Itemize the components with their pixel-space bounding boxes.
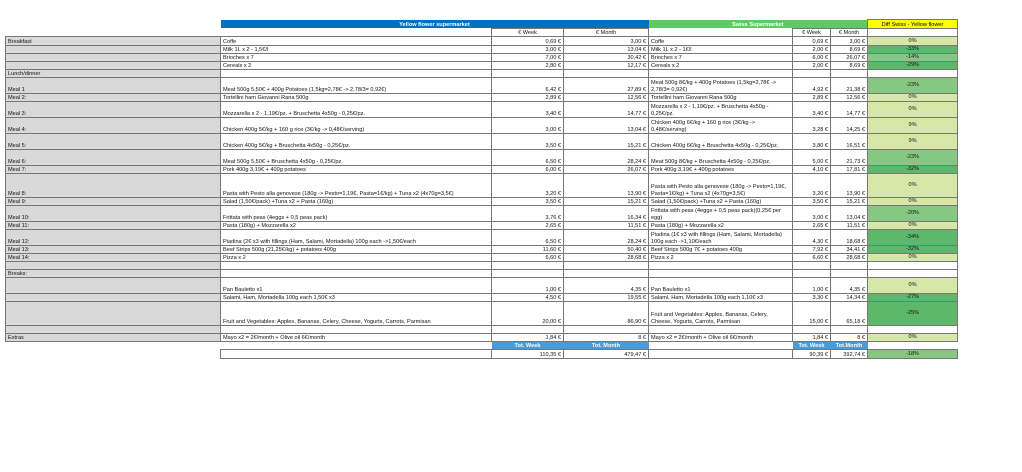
row-label-cell xyxy=(6,302,221,326)
spreadsheet-table xyxy=(5,19,958,359)
yellow-month-cell: 13,04 € xyxy=(564,46,649,54)
yellow-month-cell: 15,21 € xyxy=(564,198,649,206)
swiss-item-cell: Milk 1L x 2 - 1€/l xyxy=(649,46,793,54)
totals-spacer xyxy=(868,342,958,350)
swiss-total-month: 392,74 € xyxy=(831,350,868,359)
swiss-item-cell: Fruit and Vegetables: Apples, Bananas, Celery, Cheese, Yogurts, Carrots, Parmisan xyxy=(649,302,793,326)
row-label-cell xyxy=(6,294,221,302)
swiss-item-cell xyxy=(649,70,793,78)
yellow-month-cell: 26,07 € xyxy=(564,166,649,174)
yellow-month-cell: 12,56 € xyxy=(564,94,649,102)
swiss-month-cell: 18,68 € xyxy=(831,230,868,246)
table-row xyxy=(6,302,958,326)
swiss-month-cell: 13,04 € xyxy=(831,206,868,222)
row-label-cell: Meal 11: xyxy=(6,222,221,230)
yellow-month-cell: 13,04 € xyxy=(564,118,649,134)
yellow-week-cell: 6,60 € xyxy=(492,254,564,262)
yellow-month-cell: 8 € xyxy=(564,334,649,342)
yellow-week-cell: 20,00 € xyxy=(492,302,564,326)
swiss-item-cell: Mozzarella x 2 - 1,19€/pz. + Bruschetta 4x50g - 0,25€/pz. xyxy=(649,102,793,118)
yellow-week-cell: 2,80 € xyxy=(492,62,564,70)
yellow-item-cell: Meat 500g 5,50€ + Bruschetta 4x50g - 0,25€/pz. xyxy=(221,150,492,166)
diff-cell: 0% xyxy=(868,102,958,118)
swiss-item-cell: Frittata with peas (4eggs + 0,5 peas pack)(0,25€ per egg) xyxy=(649,206,793,222)
diff-cell: -20% xyxy=(868,206,958,222)
yellow-week-cell: 1,84 € xyxy=(492,334,564,342)
yellow-item-cell: Brioches x 7 xyxy=(221,54,492,62)
table-row xyxy=(6,278,958,294)
row-label-cell xyxy=(6,326,221,334)
yellow-week-cell: 4,50 € xyxy=(492,294,564,302)
swiss-item-cell: Salami, Ham, Mortadella 100g each 1,10€ x3 xyxy=(649,294,793,302)
yellow-week-cell: 3,40 € xyxy=(492,102,564,118)
swiss-item-cell: Pasta with Pesto alla genovese (180g -> Pesto=1,19€, Pasta=1€/kg) + Tuna x2 (4x70g=3,5€) xyxy=(649,174,793,198)
yellow-item-cell xyxy=(221,326,492,334)
swiss-month-cell: 14,25 € xyxy=(831,118,868,134)
swiss-month-cell: 28,68 € xyxy=(831,254,868,262)
swiss-week-cell xyxy=(793,270,831,278)
diff-cell: 0% xyxy=(868,334,958,342)
diff-cell: -23% xyxy=(868,150,958,166)
yellow-month-cell xyxy=(564,70,649,78)
yellow-week-column-header: € Week xyxy=(492,29,564,37)
yellow-item-cell: Mayo x2 = 2€/month + Olive oil 6€/month xyxy=(221,334,492,342)
swiss-total-week: 90,39 € xyxy=(793,350,831,359)
yellow-item-cell: Milk 1L x 2 - 1,5€/l xyxy=(221,46,492,54)
swiss-month-cell xyxy=(831,262,868,270)
swiss-month-cell: 4,35 € xyxy=(831,278,868,294)
yellow-item-cell: Salad (1,50€/pack) +Tuna x2 + Pasta (160g) xyxy=(221,198,492,206)
swiss-month-cell xyxy=(831,270,868,278)
yellow-item-cell: Pasta with Pesto alla genovese (180g -> Pesto=1,19€, Pasta=1€/kg) + Tuna x2 (4x70g=3,5€) xyxy=(221,174,492,198)
yellow-week-cell: 2,65 € xyxy=(492,222,564,230)
swiss-week-cell: 4,92 € xyxy=(793,78,831,94)
yellow-item-cell: Beef Strips 500g (21,25€/kg) + potatoes 400g xyxy=(221,246,492,254)
yellow-item-cell: Meat 500g 5,50€ + 400g Potatoes (1,5kg=2,78€ -> 2,78/3= 0,92€) xyxy=(221,78,492,94)
yellow-month-column-header: € Month xyxy=(564,29,649,37)
yellow-item-cell: Chicken 400g 5€/kg + Bruschetta 4x50g - 0,25€/pz. xyxy=(221,134,492,150)
swiss-week-cell: 3,30 € xyxy=(793,294,831,302)
table-row xyxy=(6,254,958,262)
swiss-item-cell: Meat 500g 8€/kg + 400g Potatoes (1,5kg=2,78€ -> 2,78/3= 0,92€) xyxy=(649,78,793,94)
yellow-week-cell: 6,50 € xyxy=(492,150,564,166)
yellow-month-cell: 28,68 € xyxy=(564,254,649,262)
row-label-cell: Extras xyxy=(6,334,221,342)
swiss-item-cell: Mayo x2 = 2€/month + Olive oil 6€/month xyxy=(649,334,793,342)
yellow-week-cell xyxy=(492,326,564,334)
swiss-item-cell: Meat 500g 8€/kg + Bruschetta 4x50g - 0,25€/pz. xyxy=(649,150,793,166)
swiss-month-cell: 8,69 € xyxy=(831,46,868,54)
yellow-item-cell: Tortellini ham Giovanni Rana 500g xyxy=(221,94,492,102)
totals-spacer xyxy=(221,342,492,350)
swiss-week-cell: 5,00 € xyxy=(793,150,831,166)
swiss-month-cell: 14,77 € xyxy=(831,102,868,118)
yellow-week-cell: 0,69 € xyxy=(492,37,564,46)
yellow-month-cell: 86,90 € xyxy=(564,302,649,326)
swiss-week-cell: 3,00 € xyxy=(793,206,831,222)
swiss-item-cell xyxy=(649,262,793,270)
table-row xyxy=(6,102,958,118)
swiss-week-cell: 2,65 € xyxy=(793,222,831,230)
swiss-week-cell xyxy=(793,326,831,334)
table-row xyxy=(6,326,958,334)
table-row xyxy=(6,37,958,46)
swiss-item-cell: Brioches x 7 xyxy=(649,54,793,62)
yellow-week-cell: 7,00 € xyxy=(492,54,564,62)
yellow-total-week: 110,35 € xyxy=(492,350,564,359)
swiss-item-cell: Salad (1,50€/pack) +Tuna x2 + Pasta (160g) xyxy=(649,198,793,206)
row-label-cell: Lunch/dinner xyxy=(6,70,221,78)
swiss-week-cell: 6,60 € xyxy=(793,254,831,262)
diff-cell: -25% xyxy=(868,302,958,326)
swiss-item-cell: Pan Bauletto x1 xyxy=(649,278,793,294)
diff-cell xyxy=(868,262,958,270)
diff-cell: -33% xyxy=(868,46,958,54)
yellow-item-cell xyxy=(221,70,492,78)
swiss-month-cell: 34,41 € xyxy=(831,246,868,254)
diff-cell: 0% xyxy=(868,278,958,294)
swiss-week-column-header: € Week xyxy=(793,29,831,37)
diff-cell xyxy=(868,70,958,78)
yellow-month-cell: 12,17 € xyxy=(564,62,649,70)
totals-spacer xyxy=(6,342,221,350)
swiss-item-cell: Tortellini ham Giovanni Rana 500g xyxy=(649,94,793,102)
yellow-item-cell: Cereals x 2 xyxy=(221,62,492,70)
yellow-item-cell: Pasta (180g) + Mozzarella x2 xyxy=(221,222,492,230)
table-row xyxy=(6,246,958,254)
swiss-month-cell: 15,21 € xyxy=(831,198,868,206)
yellow-week-cell: 3,00 € xyxy=(492,46,564,54)
swiss-week-cell: 1,00 € xyxy=(793,278,831,294)
subheader-spacer xyxy=(221,29,492,37)
header-spacer xyxy=(6,20,221,29)
swiss-item-cell xyxy=(649,270,793,278)
diff-cell: -32% xyxy=(868,246,958,254)
totals-item-cell xyxy=(221,350,492,359)
table-row xyxy=(6,334,958,342)
swiss-item-cell: Coffe xyxy=(649,37,793,46)
yellow-supermarket-header: Yellow flower supermarket xyxy=(221,20,649,29)
yellow-item-cell xyxy=(221,270,492,278)
row-label-cell: Meal 14: xyxy=(6,254,221,262)
swiss-item-cell: Cereals x 2 xyxy=(649,62,793,70)
swiss-item-cell: Beef Strips 500g 7€ + potatoes 400g xyxy=(649,246,793,254)
swiss-week-cell: 6,00 € xyxy=(793,54,831,62)
diff-cell xyxy=(868,326,958,334)
yellow-week-cell xyxy=(492,270,564,278)
swiss-month-column-header: € Month xyxy=(831,29,868,37)
diff-cell: 0% xyxy=(868,198,958,206)
yellow-week-cell: 6,50 € xyxy=(492,230,564,246)
table-row xyxy=(6,150,958,166)
table-row xyxy=(6,46,958,54)
row-label-cell: Meal 4: xyxy=(6,118,221,134)
yellow-total-week-label: Tot. Week xyxy=(492,342,564,350)
diff-cell xyxy=(868,270,958,278)
row-label-cell: Meal 6: xyxy=(6,150,221,166)
row-label-cell: Breaks: xyxy=(6,270,221,278)
swiss-month-cell: 12,56 € xyxy=(831,94,868,102)
yellow-week-cell: 11,60 € xyxy=(492,246,564,254)
row-label-cell: Meal 5: xyxy=(6,134,221,150)
row-label-cell xyxy=(6,54,221,62)
swiss-month-cell: 13,90 € xyxy=(831,174,868,198)
yellow-month-cell: 14,77 € xyxy=(564,102,649,118)
swiss-week-cell: 7,92 € xyxy=(793,246,831,254)
total-diff: -18% xyxy=(868,350,958,359)
row-label-cell: Meal 2: xyxy=(6,94,221,102)
table-row xyxy=(6,230,958,246)
swiss-month-cell: 3,00 € xyxy=(831,37,868,46)
diff-column-header xyxy=(868,29,958,37)
table-row xyxy=(6,270,958,278)
swiss-month-cell xyxy=(831,326,868,334)
yellow-week-cell: 6,42 € xyxy=(492,78,564,94)
swiss-month-cell: 17,81 € xyxy=(831,166,868,174)
row-label-cell xyxy=(6,62,221,70)
swiss-week-cell: 2,89 € xyxy=(793,94,831,102)
swiss-month-cell: 21,73 € xyxy=(831,150,868,166)
diff-cell: -14% xyxy=(868,54,958,62)
table-row xyxy=(6,134,958,150)
row-label-cell: Breakfast xyxy=(6,37,221,46)
yellow-month-cell: 15,21 € xyxy=(564,134,649,150)
swiss-week-cell: 3,50 € xyxy=(793,198,831,206)
row-label-cell: Meal 13: xyxy=(6,246,221,254)
swiss-total-month-label: Tot.Month xyxy=(831,342,868,350)
yellow-month-cell: 30,42 € xyxy=(564,54,649,62)
yellow-item-cell: Pan Bauletto x1 xyxy=(221,278,492,294)
yellow-week-cell: 3,20 € xyxy=(492,174,564,198)
row-label-cell: Meal 12: xyxy=(6,230,221,246)
yellow-month-cell: 4,35 € xyxy=(564,278,649,294)
table-row xyxy=(6,54,958,62)
swiss-week-cell: 4,30 € xyxy=(793,230,831,246)
yellow-item-cell: Mozzarella x 2 - 1,19€/pz. + Bruschetta 4x50g - 0,25€/pz. xyxy=(221,102,492,118)
yellow-week-cell xyxy=(492,262,564,270)
yellow-week-cell: 3,00 € xyxy=(492,118,564,134)
swiss-month-cell: 16,51 € xyxy=(831,134,868,150)
yellow-month-cell: 11,51 € xyxy=(564,222,649,230)
swiss-week-cell: 3,40 € xyxy=(793,102,831,118)
table-row xyxy=(6,198,958,206)
yellow-item-cell: Piadina (2€ x3 with fillings (Ham, Salami, Mortadella) 100g each ->1,50€/each xyxy=(221,230,492,246)
diff-cell: 0% xyxy=(868,174,958,198)
swiss-week-cell xyxy=(793,70,831,78)
yellow-week-cell: 2,89 € xyxy=(492,94,564,102)
swiss-total-week-label: Tot. Week xyxy=(793,342,831,350)
yellow-month-cell xyxy=(564,326,649,334)
swiss-week-cell: 2,00 € xyxy=(793,46,831,54)
table-row xyxy=(6,94,958,102)
yellow-month-cell: 19,55 € xyxy=(564,294,649,302)
row-label-cell: Meal 9: xyxy=(6,198,221,206)
swiss-month-cell: 11,51 € xyxy=(831,222,868,230)
yellow-item-cell: Frittata with peas (4eggs + 0,5 peas pack) xyxy=(221,206,492,222)
yellow-month-cell xyxy=(564,262,649,270)
diff-cell: 0% xyxy=(868,254,958,262)
yellow-week-cell: 3,50 € xyxy=(492,198,564,206)
swiss-item-cell: Pasta (180g) + Mozzarella x2 xyxy=(649,222,793,230)
yellow-total-month-label: Tot. Month xyxy=(564,342,649,350)
swiss-item-cell: Piadina (1€ x3 with fillings (Ham, Salami, Mortadella) 100g each ->1,10€/each xyxy=(649,230,793,246)
table-row xyxy=(6,70,958,78)
swiss-item-cell xyxy=(649,326,793,334)
swiss-item-cell: Pizza x 2 xyxy=(649,254,793,262)
yellow-item-cell: Salami, Ham, Mortadella 100g each 1,50€ x3 xyxy=(221,294,492,302)
diff-cell: 0% xyxy=(868,222,958,230)
yellow-item-cell: Chicken 400g 5€/kg + 160 g rice (3€/kg -> 0,48€/serving) xyxy=(221,118,492,134)
swiss-month-cell xyxy=(831,70,868,78)
diff-cell: -23% xyxy=(868,78,958,94)
table-row xyxy=(6,294,958,302)
yellow-week-cell: 3,50 € xyxy=(492,134,564,150)
swiss-month-cell: 14,34 € xyxy=(831,294,868,302)
row-label-cell: Meal 7: xyxy=(6,166,221,174)
row-label-cell: Meal 10: xyxy=(6,206,221,222)
yellow-item-cell: Coffe xyxy=(221,37,492,46)
subheader-spacer xyxy=(6,29,221,37)
yellow-total-month: 479,47 € xyxy=(564,350,649,359)
swiss-month-cell: 21,38 € xyxy=(831,78,868,94)
swiss-week-cell xyxy=(793,262,831,270)
row-label-cell: Meal 1 xyxy=(6,78,221,94)
yellow-item-cell: Fruit and Vegetables: Apples, Bananas, Celery, Cheese, Yogurts, Carrots, Parmisan xyxy=(221,302,492,326)
yellow-item-cell: Pork 400g 3,19€ + 400g potatoes xyxy=(221,166,492,174)
swiss-week-cell: 4,10 € xyxy=(793,166,831,174)
table-row xyxy=(6,118,958,134)
yellow-month-cell xyxy=(564,270,649,278)
swiss-week-cell: 15,00 € xyxy=(793,302,831,326)
yellow-month-cell: 50,40 € xyxy=(564,246,649,254)
swiss-item-cell: Chicken 400g 6€/kg + Bruschetta 4x50g - 0,25€/pz. xyxy=(649,134,793,150)
swiss-week-cell: 3,20 € xyxy=(793,174,831,198)
table-row xyxy=(6,206,958,222)
swiss-month-cell: 8 € xyxy=(831,334,868,342)
swiss-supermarket-header: Swiss Supermarket xyxy=(649,20,868,29)
diff-cell: 0% xyxy=(868,94,958,102)
row-label-cell xyxy=(6,46,221,54)
yellow-week-cell: 6,00 € xyxy=(492,166,564,174)
yellow-month-cell: 28,24 € xyxy=(564,230,649,246)
table-row xyxy=(6,222,958,230)
totals-spacer xyxy=(649,342,793,350)
table-row xyxy=(6,262,958,270)
swiss-month-cell: 26,07 € xyxy=(831,54,868,62)
row-label-cell xyxy=(6,278,221,294)
diff-cell: -27% xyxy=(868,294,958,302)
yellow-month-cell: 16,34 € xyxy=(564,206,649,222)
diff-header: Diff Swiss - Yellow flower xyxy=(868,20,958,29)
swiss-week-cell: 3,80 € xyxy=(793,134,831,150)
table-row xyxy=(6,62,958,70)
diff-cell: -32% xyxy=(868,166,958,174)
totals-spacer xyxy=(6,350,221,359)
yellow-week-cell: 3,76 € xyxy=(492,206,564,222)
swiss-week-cell: 0,69 € xyxy=(793,37,831,46)
yellow-month-cell: 27,89 € xyxy=(564,78,649,94)
table-row xyxy=(6,78,958,94)
diff-cell: 0% xyxy=(868,37,958,46)
swiss-month-cell: 65,18 € xyxy=(831,302,868,326)
diff-cell: -29% xyxy=(868,62,958,70)
row-label-cell: Meal 8: xyxy=(6,174,221,198)
row-label-cell xyxy=(6,262,221,270)
yellow-week-cell xyxy=(492,70,564,78)
table-row xyxy=(6,174,958,198)
yellow-month-cell: 28,24 € xyxy=(564,150,649,166)
diff-cell: 9% xyxy=(868,134,958,150)
diff-cell: -34% xyxy=(868,230,958,246)
yellow-item-cell xyxy=(221,262,492,270)
yellow-month-cell: 3,00 € xyxy=(564,37,649,46)
yellow-week-cell: 1,00 € xyxy=(492,278,564,294)
swiss-item-cell: Pork 400g 3,19€ + 400g potatoes xyxy=(649,166,793,174)
swiss-week-cell: 1,84 € xyxy=(793,334,831,342)
diff-cell: 9% xyxy=(868,118,958,134)
row-label-cell: Meal 3: xyxy=(6,102,221,118)
yellow-item-cell: Pizza x 2 xyxy=(221,254,492,262)
yellow-month-cell: 13,90 € xyxy=(564,174,649,198)
swiss-week-cell: 3,28 € xyxy=(793,118,831,134)
swiss-week-cell: 2,00 € xyxy=(793,62,831,70)
table-row xyxy=(6,166,958,174)
subheader-spacer xyxy=(649,29,793,37)
swiss-item-cell: Chicken 400g 6€/kg + 160 g rice (3€/kg -> 0,48€/serving) xyxy=(649,118,793,134)
swiss-month-cell: 8,69 € xyxy=(831,62,868,70)
totals-item-cell xyxy=(649,350,793,359)
